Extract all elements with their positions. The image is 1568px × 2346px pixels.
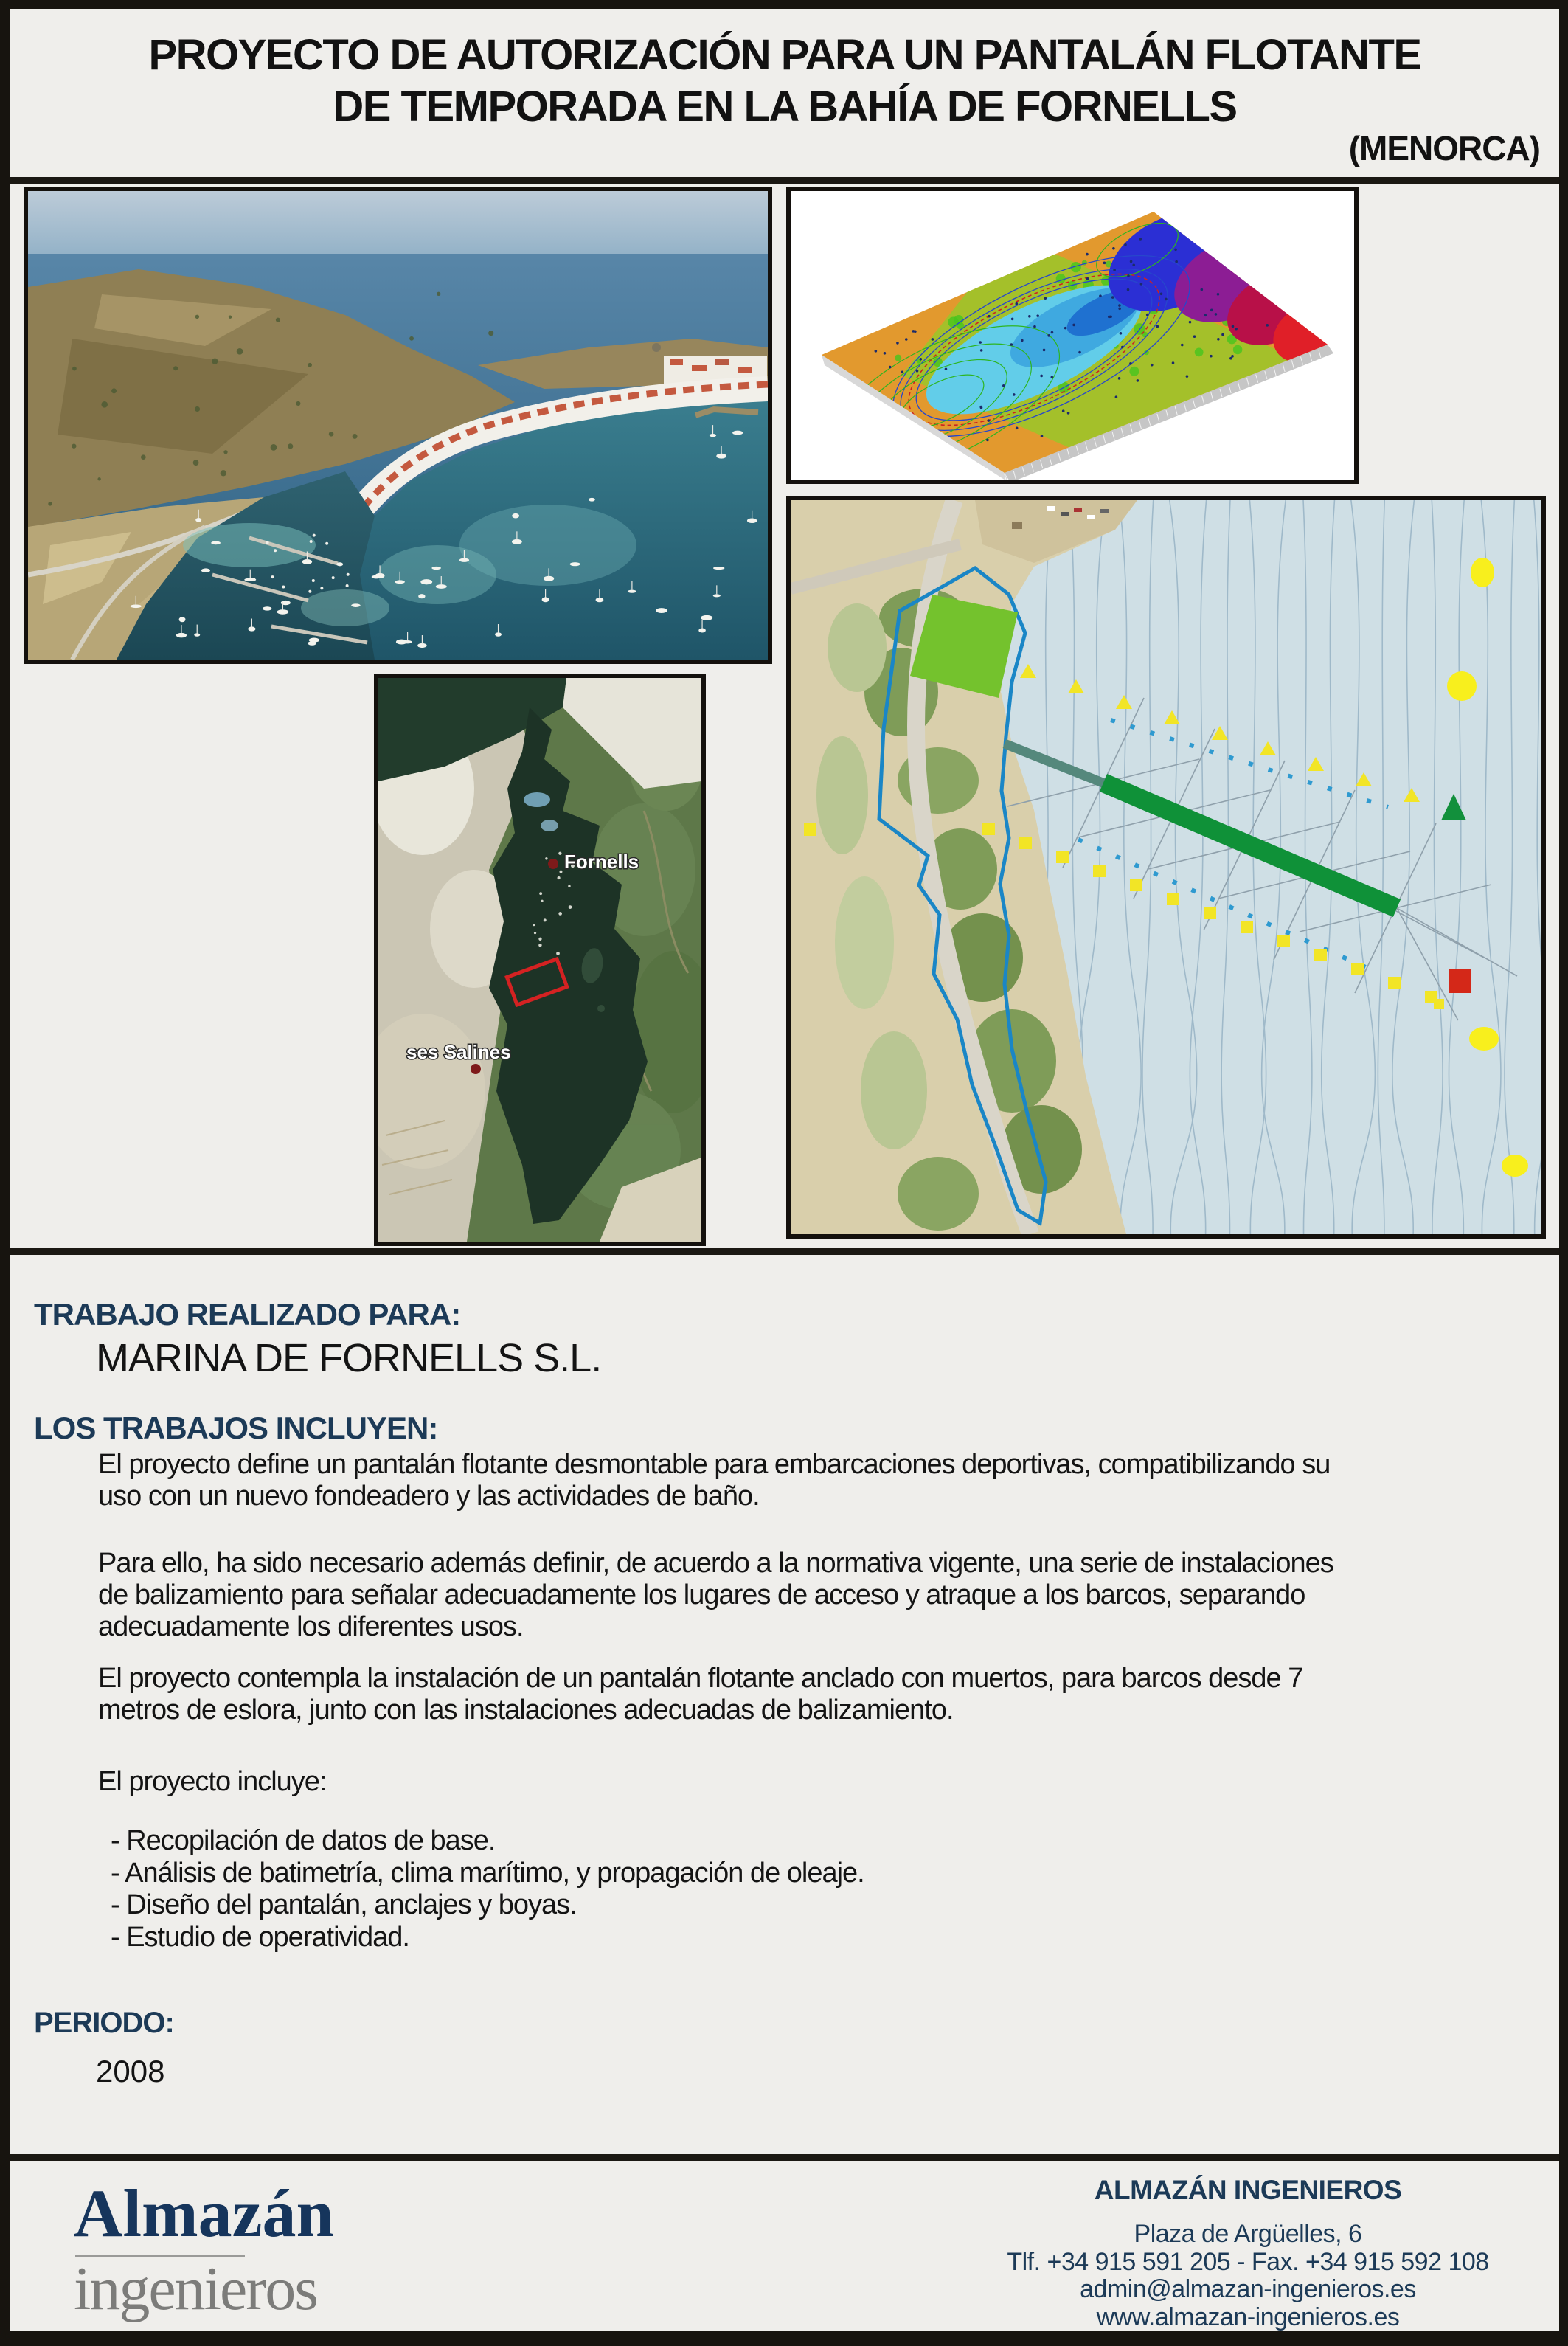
location-map-image <box>378 678 701 1242</box>
mooring-plan-image <box>791 500 1541 1234</box>
period-value: 2008 <box>96 2054 165 2089</box>
company-website: www.almazan-ingenieros.es <box>1096 2302 1400 2331</box>
aerial-photo-image <box>28 191 768 660</box>
client-name: MARINA DE FORNELLS S.L. <box>96 1336 602 1380</box>
period-label: PERIODO: <box>34 2007 174 2039</box>
paragraph-line: Para ello, ha sido necesario además definir, de acuerdo a la normativa vigente, una serie de instalaciones <box>98 1548 1333 1579</box>
paragraph-line: El proyecto define un pantalán flotante desmontable para embarcaciones deportivas, compatibilizando su <box>98 1449 1331 1480</box>
list-item: - Análisis de batimetría, clima marítimo, y propagación de oleaje. <box>111 1857 864 1889</box>
paragraph-3 <box>98 1663 1547 1726</box>
includes-intro: El proyecto incluye: <box>98 1766 327 1797</box>
paragraph-1 <box>98 1449 1547 1512</box>
client-label: TRABAJO REALIZADO PARA: <box>34 1297 461 1332</box>
company-address: Plaza de Argüelles, 6 <box>1134 2220 1362 2248</box>
logo-ingenieros: ingenieros <box>74 2255 317 2323</box>
mooring-plan-figure <box>786 496 1546 1239</box>
harbour-shallows <box>524 792 550 807</box>
bathymetry-figure <box>786 187 1359 484</box>
includes-list <box>111 1825 864 1954</box>
list-item: - Estudio de operatividad. <box>111 1921 409 1953</box>
label-fornells: Fornells <box>564 851 639 873</box>
paragraph-line: El proyecto contempla la instalación de un pantalán flotante anclado con muertos, para barcos desde 7 <box>98 1663 1303 1694</box>
company-name: ALMAZÁN INGENIEROS <box>1094 2175 1402 2205</box>
title-line-2: DE TEMPORADA EN LA BAHÍA DE FORNELLS <box>333 83 1237 131</box>
ses-salines-dot <box>471 1064 481 1074</box>
paragraph-line: de balizamiento para señalar adecuadamente los lugares de acceso y atraque a los barcos, separando <box>98 1579 1305 1610</box>
company-logo <box>74 2176 334 2323</box>
logo-almazan: Almazán <box>74 2176 334 2251</box>
fornells-dot <box>548 859 558 869</box>
paragraph-line: uso con un nuevo fondeadero y las actividades de baño. <box>98 1481 760 1512</box>
divider-top <box>10 177 1559 184</box>
contact-block <box>872 2175 1568 2331</box>
company-phone-fax: Tlf. +34 915 591 205 - Fax. +34 915 592 108 <box>1007 2247 1489 2276</box>
title-line-1: PROYECTO DE AUTORIZACIÓN PARA UN PANTALÁN FLOTANTE <box>148 31 1421 79</box>
list-item: - Recopilación de datos de base. <box>111 1825 496 1856</box>
company-email: admin@almazan-ingenieros.es <box>1080 2275 1416 2303</box>
label-ses-salines: ses Salines <box>406 1041 511 1063</box>
shallow-water <box>378 545 496 604</box>
location-map-figure <box>374 674 706 1246</box>
works-label: LOS TRABAJOS INCLUYEN: <box>34 1411 438 1445</box>
paragraph-line: metros de eslora, junto con las instalaciones adecuadas de balizamiento. <box>98 1695 954 1726</box>
aerial-photo-figure <box>24 187 772 664</box>
paragraph-line: adecuadamente los diferentes usos. <box>98 1611 524 1642</box>
paragraph-2 <box>98 1548 1547 1643</box>
page-title <box>10 30 1559 133</box>
sky <box>28 191 768 261</box>
shallow-water <box>183 523 316 567</box>
bathymetry-image <box>791 191 1354 480</box>
subtitle-menorca: (MENORCA) <box>1348 129 1540 167</box>
shallow-water <box>301 589 389 626</box>
islet <box>597 1005 605 1012</box>
divider-middle <box>10 1248 1559 1255</box>
divider-footer <box>10 2154 1559 2161</box>
list-item: - Diseño del pantalán, anclajes y boyas. <box>111 1889 577 1920</box>
harbour-shallows <box>541 820 558 831</box>
